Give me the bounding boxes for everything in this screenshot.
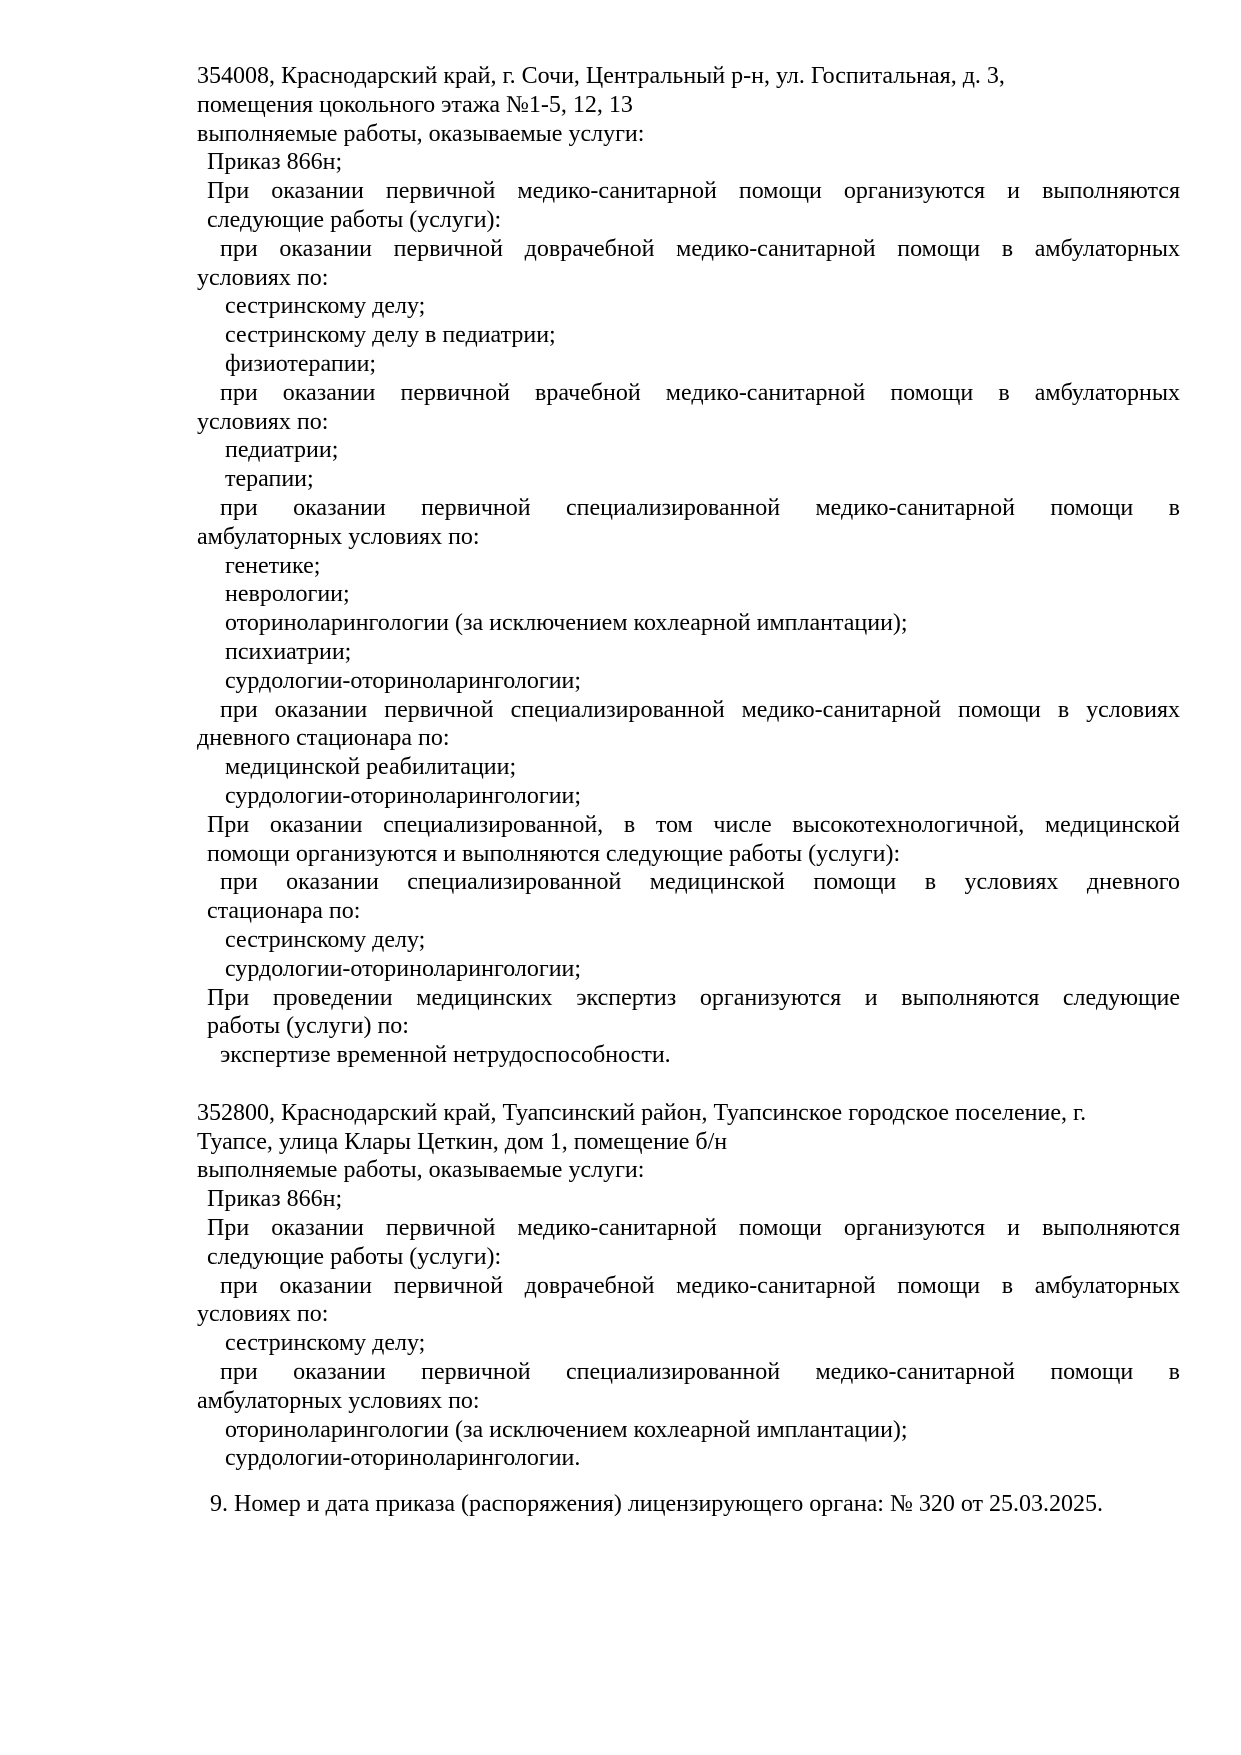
text-line: медицинской реабилитации; (225, 754, 517, 781)
text-line: условиях по: (197, 1301, 329, 1328)
text-line: генетике; (225, 552, 321, 579)
text-line: при оказании первичной специализированной медико-санитарной помощи в (220, 494, 1180, 521)
document-content (197, 62, 1180, 1519)
text-line: 352800, Краснодарский край, Туапсинский район, Туапсинское городское поселение, г. (197, 1099, 1087, 1126)
text-line: При оказании первичной медико-санитарной помощи организуются и выполняются (207, 1215, 1180, 1242)
text-line: Приказ 866н; (207, 1186, 343, 1213)
text-line: условиях по: (197, 408, 329, 435)
text-line: выполняемые работы, оказываемые услуги: (197, 1157, 645, 1184)
address-block-tuapse (197, 1099, 1180, 1473)
text-line: стационара по: (207, 898, 361, 925)
address-block-sochi (197, 62, 1180, 1070)
text-line: оториноларингологии (за исключением кохлеарной имплантации); (225, 610, 908, 637)
text-line: помещения цокольного этажа №1-5, 12, 13 (197, 91, 633, 118)
text-line: при оказании первичной врачебной медико-санитарной помощи в амбулаторных (220, 379, 1180, 406)
text-line: амбулаторных условиях по: (197, 523, 480, 550)
text-line: сурдологии-оториноларингологии; (225, 782, 582, 809)
text-line: амбулаторных условиях по: (197, 1387, 480, 1414)
text-line: помощи организуются и выполняются следующие работы (услуги): (207, 840, 901, 867)
text-line: При оказании первичной медико-санитарной помощи организуются и выполняются (207, 178, 1180, 205)
text-line: При оказании специализированной, в том числе высокотехнологичной, медицинской (207, 811, 1180, 838)
text-line: При проведении медицинских экспертиз организуются и выполняются следующие (207, 984, 1180, 1011)
text-line: сурдологии-оториноларингологии; (225, 667, 582, 694)
text-line: экспертизе временной нетрудоспособности. (220, 1042, 671, 1069)
text-line: при оказании первичной специализированной медико-санитарной помощи в условиях (220, 696, 1180, 723)
text-line: педиатрии; (225, 437, 339, 464)
text-line: условиях по: (197, 264, 329, 291)
text-line: сестринскому делу; (225, 293, 426, 320)
text-line: работы (услуги) по: (207, 1013, 409, 1040)
text-line: неврологии; (225, 581, 350, 608)
text-line: терапии; (225, 466, 314, 493)
text-line: сестринскому делу в педиатрии; (225, 322, 556, 349)
text-line: сурдологии-оториноларингологии. (225, 1445, 581, 1472)
text-line: при оказании специализированной медицинской помощи в условиях дневного (220, 869, 1180, 896)
text-line: оториноларингологии (за исключением кохлеарной имплантации); (225, 1416, 908, 1443)
section-gap (197, 1070, 1180, 1099)
text-line: физиотерапии; (225, 350, 377, 377)
text-line: психиатрии; (225, 638, 352, 665)
text-line: следующие работы (услуги): (207, 1243, 502, 1270)
text-line: сестринскому делу; (225, 926, 426, 953)
text-line: при оказании первичной доврачебной медико-санитарной помощи в амбулаторных (220, 235, 1180, 262)
text-line: 354008, Краснодарский край, г. Сочи, Центральный р-н, ул. Госпитальная, д. 3, (197, 63, 1005, 89)
text-line: следующие работы (услуги): (207, 206, 502, 233)
text-line: Туапсе, улица Клары Цеткин, дом 1, помещение б/н (197, 1128, 728, 1155)
text-line: дневного стационара по: (197, 725, 450, 752)
section-gap (197, 1473, 1180, 1490)
text-line: при оказании первичной специализированной медико-санитарной помощи в (220, 1359, 1180, 1386)
text-line: 9. Номер и дата приказа (распоряжения) лицензирующего органа: № 320 от 25.03.2025. (210, 1491, 1104, 1518)
text-line: Приказ 866н; (207, 149, 343, 176)
text-line: выполняемые работы, оказываемые услуги: (197, 120, 645, 147)
text-line: сурдологии-оториноларингологии; (225, 955, 582, 982)
order-info (197, 1490, 1180, 1519)
text-line: сестринскому делу; (225, 1330, 426, 1357)
text-line: при оказании первичной доврачебной медико-санитарной помощи в амбулаторных (220, 1272, 1180, 1299)
